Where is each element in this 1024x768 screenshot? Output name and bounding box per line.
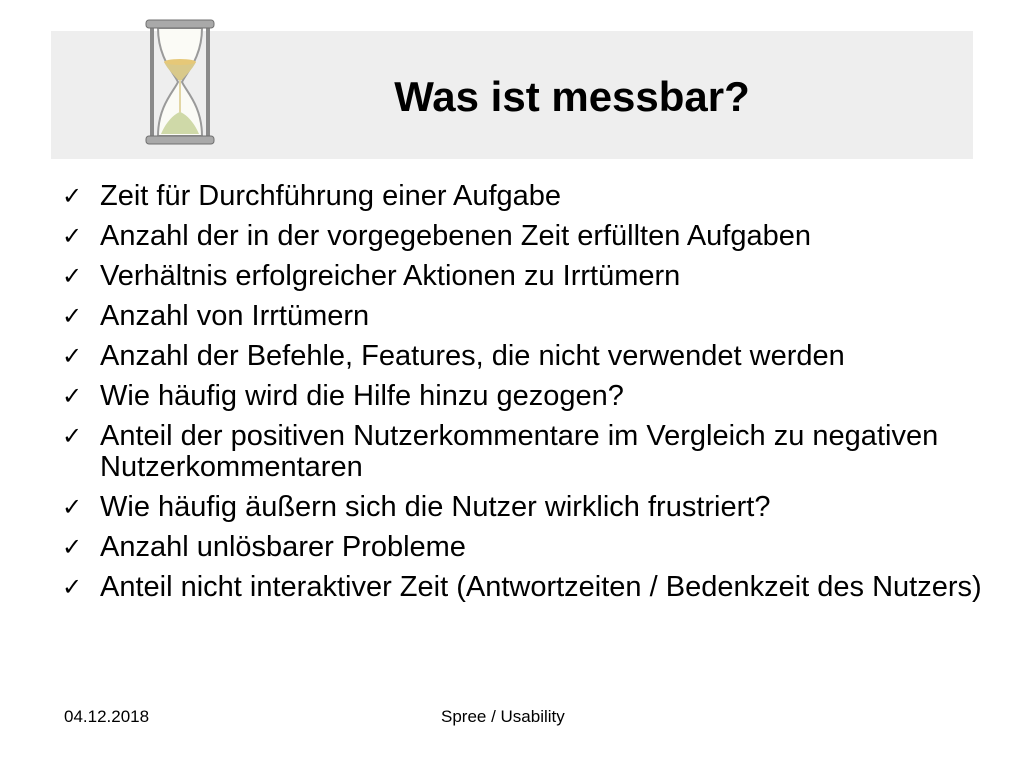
checkmark-icon: ✓ xyxy=(62,262,83,290)
bullet-text: Verhältnis erfolgreicher Aktionen zu Irrtümern xyxy=(100,260,681,292)
bullet-item xyxy=(62,572,982,603)
bullet-text: Wie häufig äußern sich die Nutzer wirklich frustriert? xyxy=(100,491,771,523)
checkmark-icon: ✓ xyxy=(62,422,83,450)
bullet-text: Anzahl der Befehle, Features, die nicht verwendet werden xyxy=(100,340,845,372)
bullet-text: Anzahl unlösbarer Probleme xyxy=(100,531,466,563)
checkmark-icon: ✓ xyxy=(62,382,83,410)
bullet-item xyxy=(62,301,982,332)
bullet-text: Anzahl von Irrtümern xyxy=(100,300,370,332)
bullet-text: Zeit für Durchführung einer Aufgabe xyxy=(100,180,562,212)
footer-author: Spree / Usability xyxy=(441,707,565,726)
bullet-text: Anzahl der in der vorgegebenen Zeit erfüllten Aufgaben xyxy=(100,220,811,252)
bullet-item xyxy=(62,421,982,483)
bullet-text: Anteil der positiven Nutzerkommentare im Vergleich zu negativen Nutzerkommentaren xyxy=(100,420,939,483)
bullet-item xyxy=(62,181,982,212)
bullet-item xyxy=(62,532,982,563)
bullet-text: Wie häufig wird die Hilfe hinzu gezogen? xyxy=(100,380,624,412)
bullet-item xyxy=(62,221,982,252)
checkmark-icon: ✓ xyxy=(62,222,83,250)
slide-title: Was ist messbar? xyxy=(394,73,750,120)
bullet-item xyxy=(62,341,982,372)
bullet-list xyxy=(62,181,982,612)
footer-date: 04.12.2018 xyxy=(64,707,150,726)
checkmark-icon: ✓ xyxy=(62,342,83,370)
bullet-item xyxy=(62,381,982,412)
checkmark-icon: ✓ xyxy=(62,573,83,601)
checkmark-icon: ✓ xyxy=(62,533,83,561)
checkmark-icon: ✓ xyxy=(62,302,83,330)
bullet-item xyxy=(62,492,982,523)
bullet-text: Anteil nicht interaktiver Zeit (Antwortzeiten / Bedenkzeit des Nutzers) xyxy=(100,571,982,603)
bullet-item xyxy=(62,261,982,292)
checkmark-icon: ✓ xyxy=(62,182,83,210)
checkmark-icon: ✓ xyxy=(62,493,83,521)
